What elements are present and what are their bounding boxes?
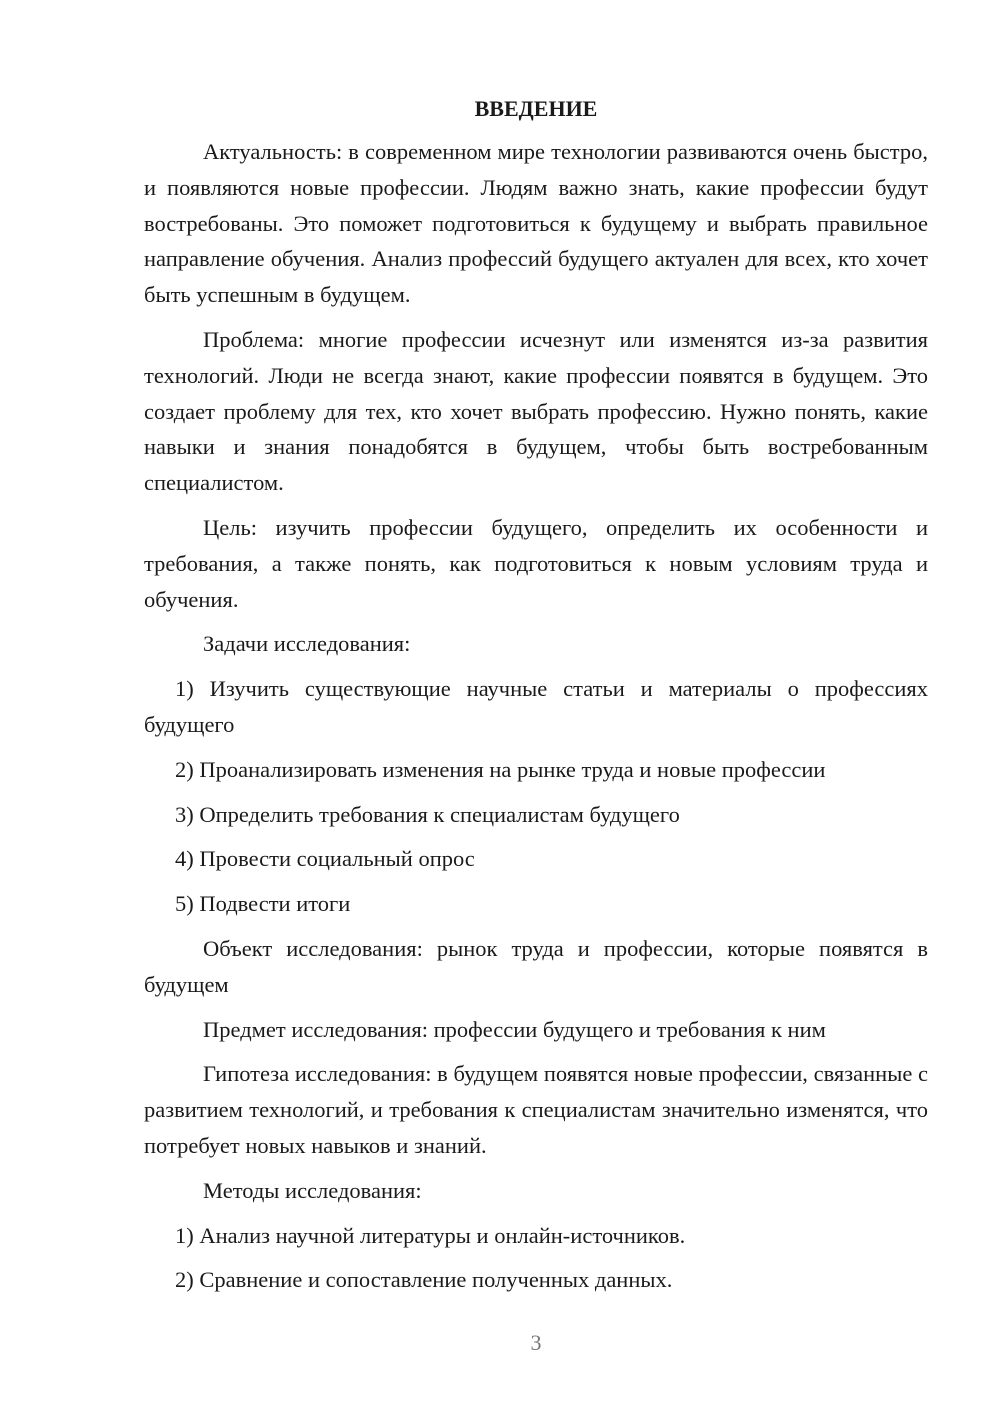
- relevance-paragraph: Актуальность: в современном мире технологии развиваются очень быстро, и появляются новые профессии. Людям важно знать, какие профессии будут востребованы. Это поможет подготовиться к будущему и выбрать правильное направление обучения. Анализ профессий будущего актуален для всех, кто хочет быть успешным в будущем.: [144, 139, 928, 308]
- goal-paragraph: Цель: изучить профессии будущего, определить их особенности и требования, а также понять, как подготовиться к новым условиям труда и обучения.: [144, 514, 928, 612]
- section-title: ВВЕДЕНИЕ: [474, 96, 598, 121]
- task-item: 4) Провести социальный опрос: [175, 846, 475, 872]
- task-item: 1) Изучить существующие научные статьи и материалы о профессиях будущего: [144, 676, 928, 737]
- subject-paragraph: Предмет исследования: профессии будущего и требования к ним: [203, 1016, 826, 1042]
- task-item: 3) Определить требования к специалистам будущего: [175, 801, 680, 827]
- object-paragraph: Объект исследования: рынок труда и профессии, которые появятся в будущем: [144, 935, 928, 997]
- page-number: 3: [530, 1330, 542, 1355]
- task-item: 5) Подвести итоги: [175, 891, 351, 917]
- tasks-heading: Задачи исследования:: [203, 631, 411, 657]
- hypothesis-paragraph: Гипотеза исследования: в будущем появятся новые профессии, связанные с развитием технологий, и требования к специалистам значительно изменятся, что потребует новых навыков и знаний.: [144, 1061, 928, 1158]
- task-item: 2) Проанализировать изменения на рынке труда и новые профессии: [175, 756, 826, 782]
- methods-heading: Методы исследования:: [203, 1177, 422, 1203]
- method-item: 1) Анализ научной литературы и онлайн-источников.: [175, 1222, 686, 1248]
- problem-paragraph: Проблема: многие профессии исчезнут или изменятся из-за развития технологий. Люди не всегда знают, какие профессии появятся в будущем. Это создает проблему для тех, кто хочет выбрать профессию. Нужно понять, какие навыки и знания понадобятся в будущем, чтобы быть востребованным специалистом.: [144, 326, 928, 496]
- method-item: 2) Сравнение и сопоставление полученных данных.: [175, 1267, 673, 1293]
- page-content: [144, 96, 928, 1298]
